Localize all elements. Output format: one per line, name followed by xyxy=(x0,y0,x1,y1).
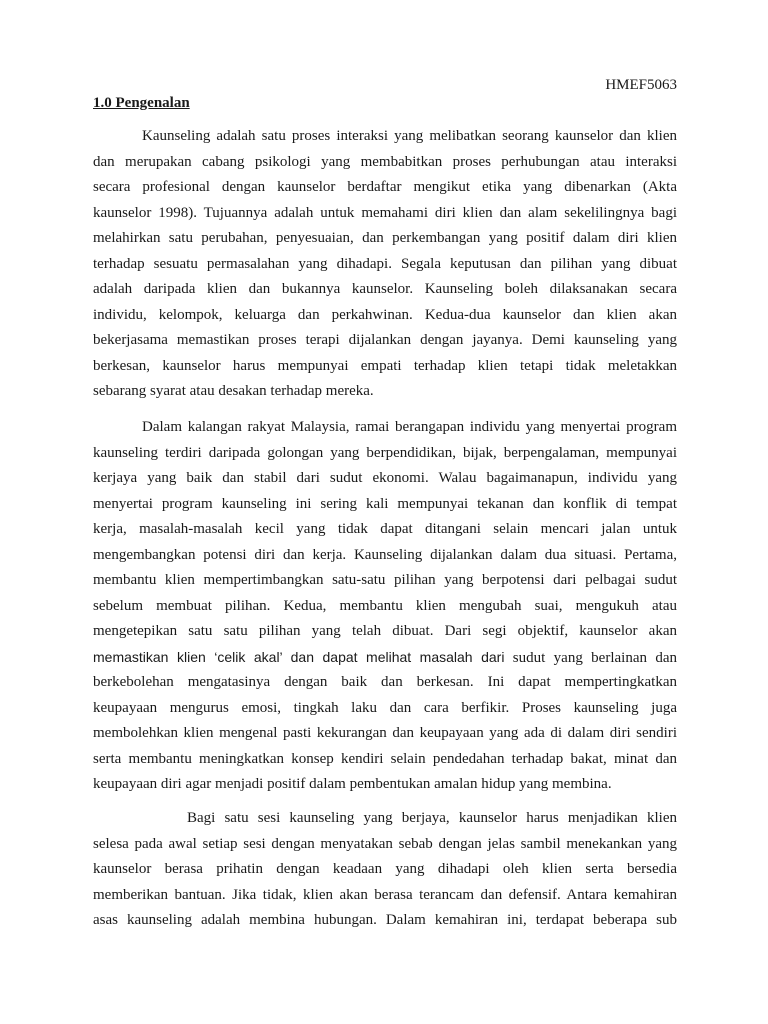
paragraph-line: membolehkan klien mengenal pasti kekurangan dan keupayaan yang ada di dalam diri sendiri xyxy=(93,725,677,741)
paragraph-line: kaunseling terdiri daripada golongan yang berpendidikan, bijak, berpengalaman, mempunyai xyxy=(93,444,677,461)
paragraph-line: Bagi satu sesi kaunseling yang berjaya, kaunselor harus menjadikan klien xyxy=(187,810,677,826)
paragraph-1 xyxy=(93,124,677,405)
paragraph-3 xyxy=(93,806,677,934)
paragraph-line: keupayaan mengurus emosi, tingkah laku dan cara berfikir. Proses kaunseling juga xyxy=(93,699,677,716)
paragraph-line: menyertai program kaunseling ini sering kali mempunyai tekanan dan konflik di tempat xyxy=(93,495,677,512)
paragraph-line: berkebolehan mengatasinya dengan baik dan berkesan. Ini dapat mempertingkatkan xyxy=(93,674,677,690)
paragraph-line: sebelum membuat pilihan. Kedua, membantu klien mengubah suai, mengukuh atau xyxy=(93,597,677,614)
paragraph-line: mengetepikan satu satu pilihan yang telah dibuat. Dari segi objektif, kaunselor akan xyxy=(93,623,677,639)
section-heading: 1.0 Pengenalan xyxy=(93,95,190,111)
paragraph-line: secara profesional dengan kaunselor berdaftar mengikut etika yang dibenarkan (Akta xyxy=(93,179,677,195)
line-segment-serif: sudut yang berlainan dan xyxy=(512,649,677,666)
paragraph-line: Dalam kalangan rakyat Malaysia, ramai berangapan individu yang menyertai program xyxy=(142,419,677,435)
paragraph-line: serta membantu meningkatkan konsep kendiri selain pendedahan terhadap bakat, minat dan xyxy=(93,750,677,767)
paragraph-line: kerja, masalah-masalah kecil yang tidak dapat ditangani selain mencari jalan untuk xyxy=(93,521,677,537)
paragraph-line: kaunselor 1998). Tujuannya adalah untuk memahami diri klien dan alam sekelilingnya bagi xyxy=(93,204,677,221)
line-segment-sans: memastikan klien ‘celik akal’ dan dapat melihat masalah dari xyxy=(93,648,505,665)
paragraph-2 xyxy=(93,415,677,798)
paragraph-line: kerjaya yang baik dan stabil dari sudut ekonomi. Walau bagaimanapun, individu yang xyxy=(93,470,677,486)
paragraph-line: selesa pada awal setiap sesi dengan menyatakan sebab dengan jelas sambil menekankan yang xyxy=(93,835,677,852)
paragraph-line: memberikan bantuan. Jika tidak, klien akan berasa terancam dan defensif. Antara kemahiran xyxy=(93,886,677,903)
paragraph-line: kaunselor berasa prihatin dengan keadaan yang dihadapi oleh klien serta bersedia xyxy=(93,861,677,877)
paragraph-line: terhadap sesuatu permasalahan yang dihadapi. Segala keputusan dan pilihan yang dibuat xyxy=(93,255,677,272)
paragraph-line: Kaunseling adalah satu proses interaksi yang melibatkan seorang kaunselor dan klien xyxy=(142,128,677,144)
paragraph-line: mengembangkan potensi diri dan kerja. Kaunseling dijalankan dalam dua situasi. Pertama, xyxy=(93,546,677,563)
paragraph-line: membantu klien mempertimbangkan satu-satu pilihan yang berpotensi dari pelbagai sudut xyxy=(93,572,677,588)
paragraph-line: asas kaunseling adalah membina hubungan. Dalam kemahiran ini, terdapat beberapa sub xyxy=(93,912,677,928)
paragraph-line: adalah daripada klien dan bukannya kaunselor. Kaunseling boleh dilaksanakan secara xyxy=(93,281,677,297)
course-code-header: HMEF5063 xyxy=(605,77,677,93)
paragraph-line-mixed-font xyxy=(93,645,677,671)
paragraph-line: dan merupakan cabang psikologi yang membabitkan proses perhubungan atau interaksi xyxy=(93,153,677,170)
paragraph-line: individu, kelompok, keluarga dan perkahwinan. Kedua-dua kaunselor dan klien akan xyxy=(93,306,677,323)
paragraph-line: berkesan, kaunselor harus mempunyai empati terhadap klien tetapi tidak meletakkan xyxy=(93,357,677,374)
paragraph-line: bekerjasama memastikan proses terapi dijalankan dengan jayanya. Demi kaunseling yang xyxy=(93,332,677,348)
paragraph-line: keupayaan diri agar menjadi positif dalam pembentukan amalan hidup yang membina. xyxy=(93,776,612,792)
paragraph-line: sebarang syarat atau desakan terhadap mereka. xyxy=(93,383,374,399)
paragraph-line: melahirkan satu perubahan, penyesuaian, dan perkembangan yang positif dalam diri klien xyxy=(93,230,677,246)
